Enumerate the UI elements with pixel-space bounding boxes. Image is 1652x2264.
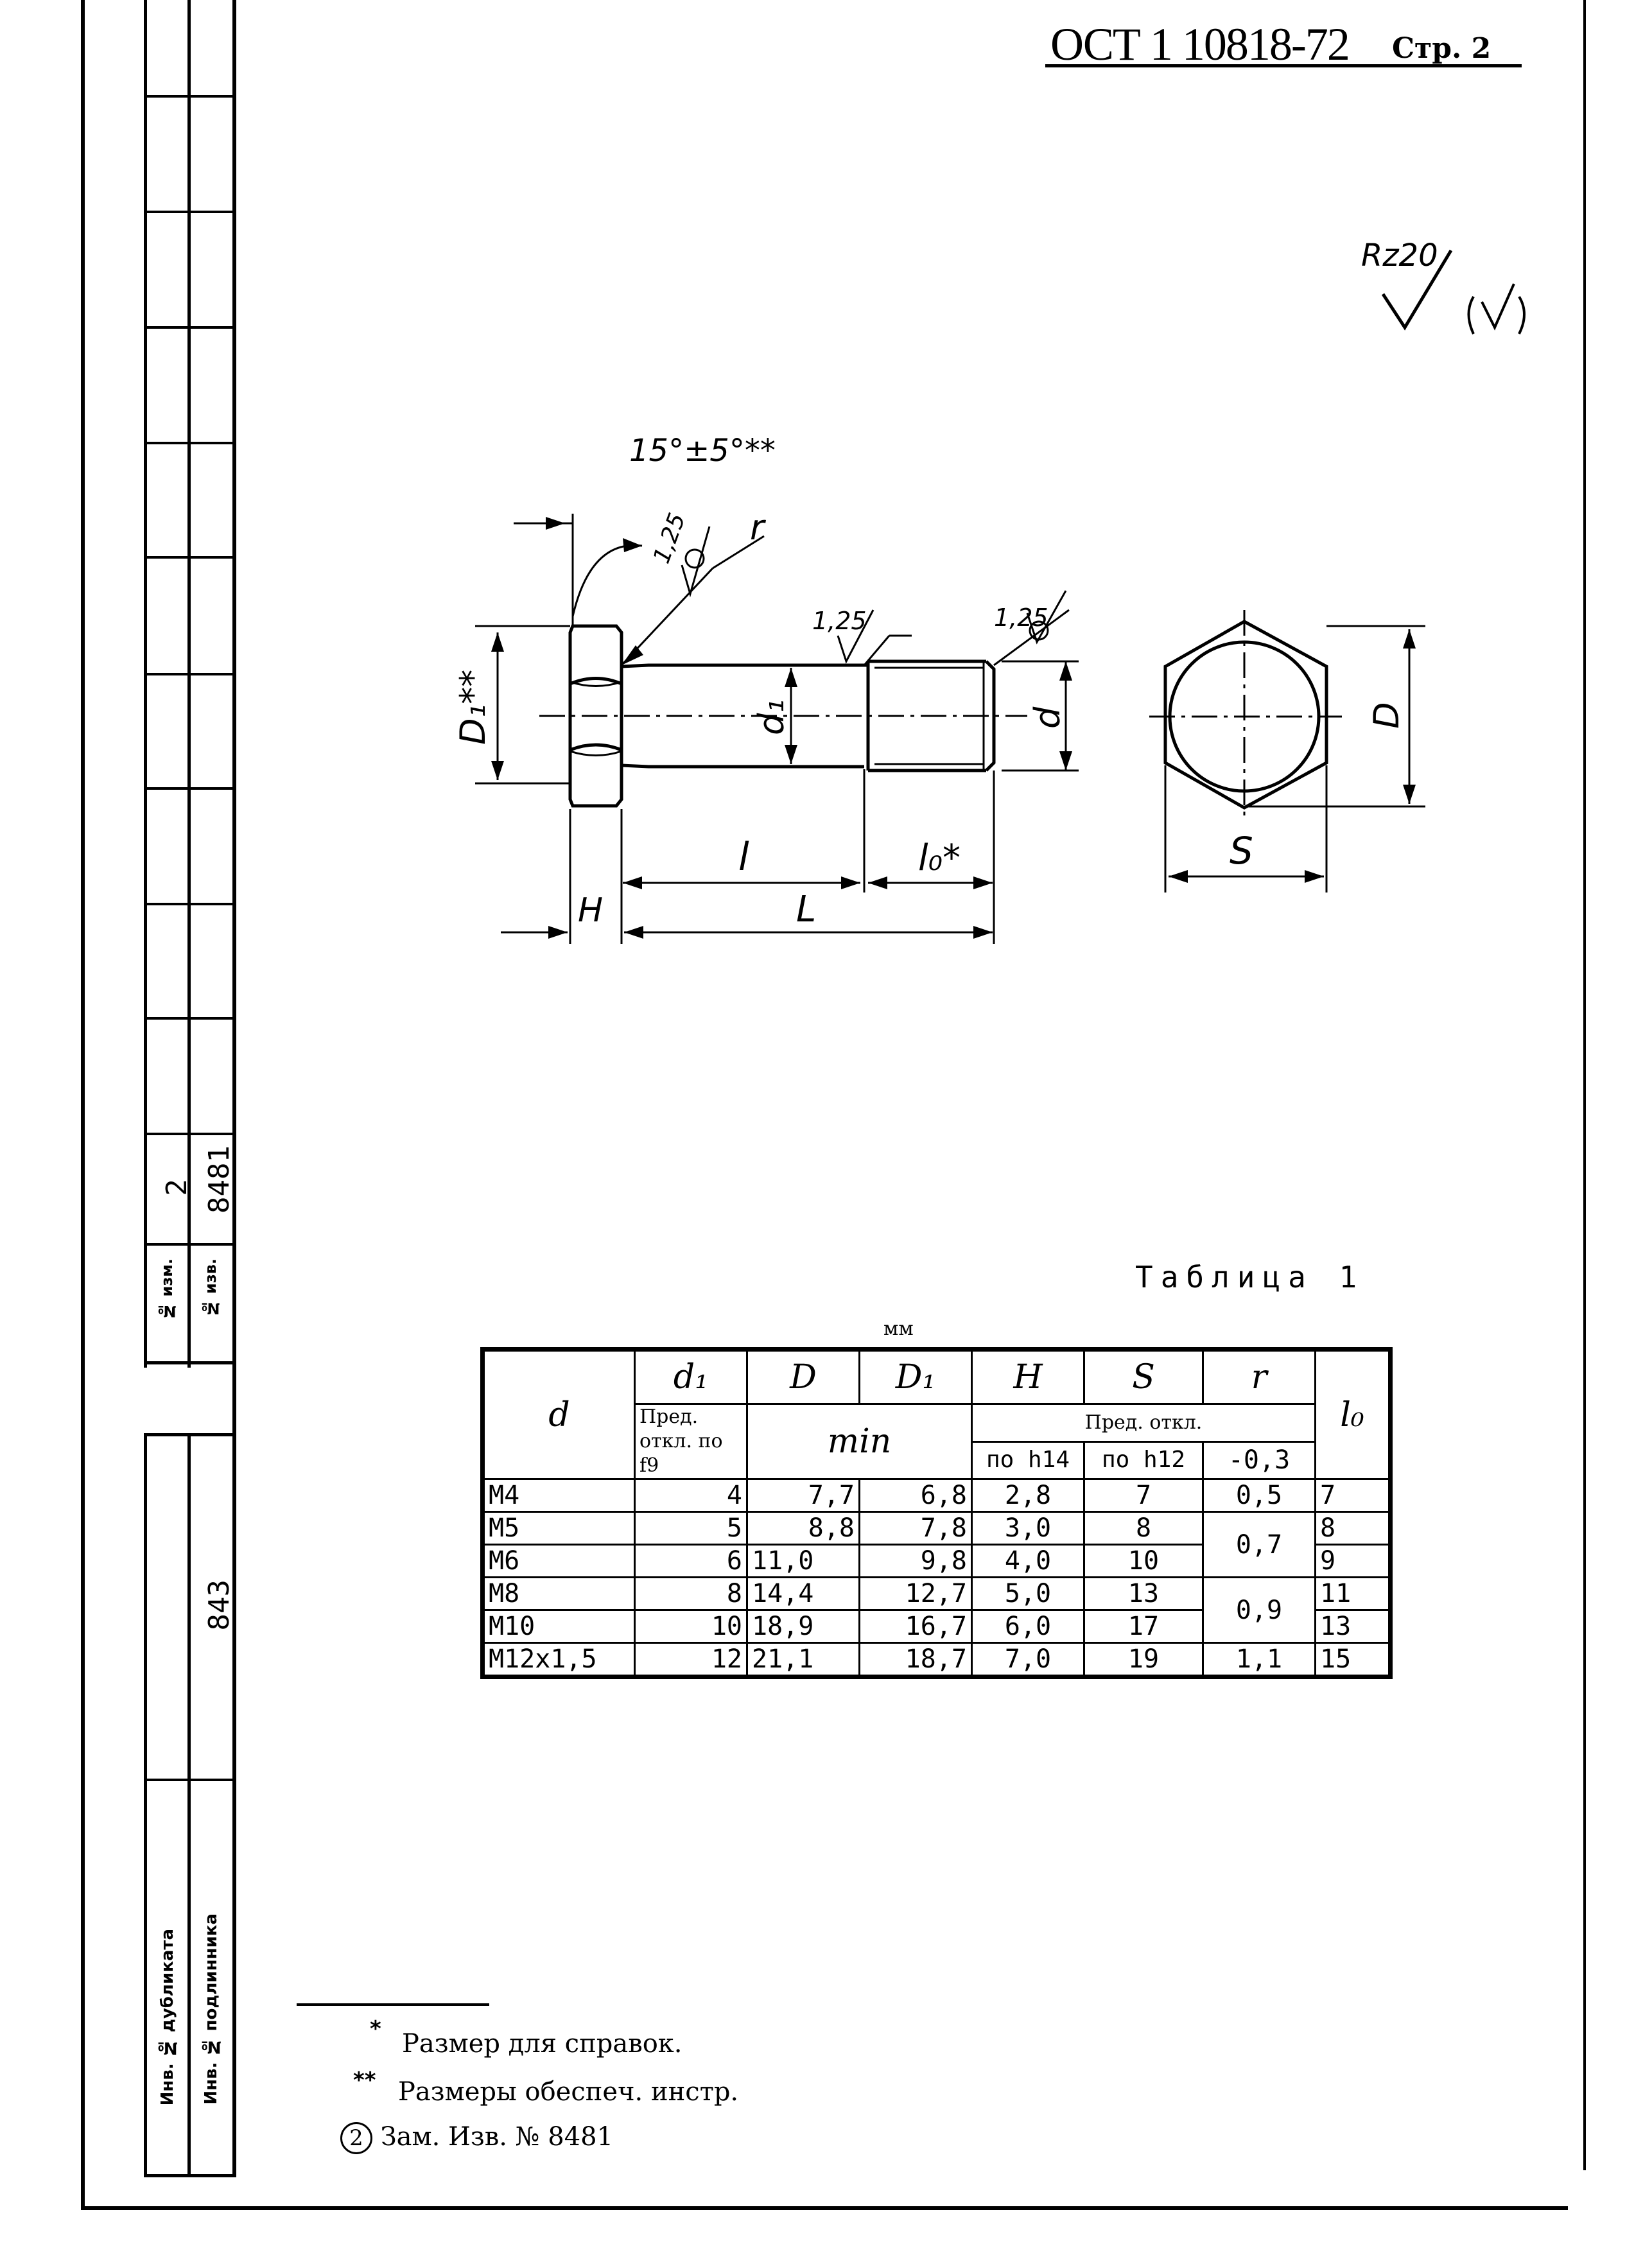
cell-D1: 16,7 <box>860 1610 972 1643</box>
cell-r: 0,5 <box>1203 1479 1316 1512</box>
cell-d: М4 <box>483 1479 635 1512</box>
th-min: min <box>747 1404 972 1479</box>
bolt-drawing <box>0 0 1652 995</box>
dim-D: D <box>1366 702 1407 729</box>
note1-mark: * <box>370 2016 381 2042</box>
dim-125-b: 1,25 <box>812 607 867 635</box>
cell-d: М10 <box>483 1610 635 1643</box>
cell-D: 14,4 <box>747 1578 860 1610</box>
dim-S: S <box>1230 829 1253 873</box>
cell-d1: 8 <box>635 1578 747 1610</box>
dim-d1: d₁ <box>751 699 792 735</box>
cell-S: 7 <box>1084 1479 1203 1512</box>
note-2: Размеры обеспеч. инстр. <box>398 2077 739 2107</box>
cell-r: 0,7 <box>1203 1512 1316 1578</box>
cell-d: М8 <box>483 1578 635 1610</box>
th-D: D <box>747 1350 860 1404</box>
dim-D1: D₁** <box>453 669 493 745</box>
th-H: H <box>972 1350 1084 1404</box>
dim-125-a: 1,25 <box>648 509 691 568</box>
cell-D1: 12,7 <box>860 1578 972 1610</box>
cell-D: 21,1 <box>747 1643 860 1677</box>
th-r: r <box>1203 1350 1316 1404</box>
dim-H: H <box>578 891 604 930</box>
th-d1-tol: Пред. откл. по f9 <box>635 1404 747 1479</box>
table-unit: мм <box>883 1318 914 1340</box>
th-d: d <box>483 1350 635 1479</box>
stamp-lower-col-b <box>187 1433 191 2177</box>
change-text: Зам. Изв. № 8481 <box>380 2122 614 2152</box>
table-row <box>483 1578 1391 1610</box>
th-l0: l₀ <box>1316 1350 1391 1479</box>
cell-S: 13 <box>1084 1578 1203 1610</box>
cell-d1: 5 <box>635 1512 747 1545</box>
change-no-label: № изм. <box>158 1258 176 1320</box>
stamp-row <box>144 1133 234 1135</box>
dim-d: d <box>1027 706 1068 729</box>
cell-d1: 10 <box>635 1610 747 1643</box>
stamp-row <box>144 1017 234 1020</box>
cell-H: 7,0 <box>972 1643 1084 1677</box>
cell-D1: 18,7 <box>860 1643 972 1677</box>
notice-no-label: № изв. <box>202 1258 220 1318</box>
cell-d: М6 <box>483 1545 635 1578</box>
cell-H: 4,0 <box>972 1545 1084 1578</box>
table-header-row <box>483 1350 1391 1404</box>
note2-mark: ** <box>353 2068 376 2093</box>
page-number: Стр. 2 <box>1392 32 1491 65</box>
cell-D1: 7,8 <box>860 1512 972 1545</box>
cell-d1: 12 <box>635 1643 747 1677</box>
cell-D: 11,0 <box>747 1545 860 1578</box>
cell-l0: 7 <box>1316 1479 1391 1512</box>
notice-no-value: 8481 <box>203 1145 236 1214</box>
change-circle-icon: 2 <box>340 2122 372 2154</box>
cell-D1: 6,8 <box>860 1479 972 1512</box>
dim-r: r <box>750 507 765 548</box>
cell-d: М12x1,5 <box>483 1643 635 1677</box>
cell-D: 7,7 <box>747 1479 860 1512</box>
bolt-end-hex <box>1165 622 1326 808</box>
bolt-shank-bottom <box>622 765 864 767</box>
cell-r: 0,9 <box>1203 1578 1316 1643</box>
orig-label: Инв. № подлинника <box>202 1913 221 2105</box>
cell-S: 19 <box>1084 1643 1203 1677</box>
roughness-value: Rz20 <box>1361 238 1438 274</box>
cell-D1: 9,8 <box>860 1545 972 1578</box>
th-pred-otkl: Пред. откл. <box>972 1404 1316 1442</box>
stamp-lower-row <box>144 1779 234 1781</box>
dim-L: L <box>796 889 817 930</box>
cell-l0: 8 <box>1316 1512 1391 1545</box>
notes-separator <box>297 2003 489 2006</box>
dim-l: l <box>738 835 749 880</box>
dim-l0: l₀* <box>918 837 961 879</box>
spec-table <box>480 1347 1393 1679</box>
table-row <box>483 1479 1391 1512</box>
th-d1: d₁ <box>635 1350 747 1404</box>
stamp-row <box>144 1361 234 1364</box>
cell-l0: 15 <box>1316 1643 1391 1677</box>
cell-H: 6,0 <box>972 1610 1084 1643</box>
table-caption: Таблица 1 <box>1135 1260 1365 1294</box>
dim-125-c: 1,25 <box>994 604 1048 632</box>
cell-r: 1,1 <box>1203 1643 1316 1677</box>
note-1: Размер для справок. <box>402 2029 683 2059</box>
cell-D: 8,8 <box>747 1512 860 1545</box>
th-h12: по h12 <box>1084 1441 1203 1479</box>
cell-l0: 13 <box>1316 1610 1391 1643</box>
table-row <box>483 1643 1391 1677</box>
cell-d1: 6 <box>635 1545 747 1578</box>
table-row <box>483 1512 1391 1545</box>
stamp-lower-col-a <box>144 1433 147 2177</box>
dim-angle: 15°±5°** <box>629 433 776 469</box>
cell-l0: 9 <box>1316 1545 1391 1578</box>
cell-H: 3,0 <box>972 1512 1084 1545</box>
change-note <box>340 2122 613 2154</box>
bolt-shank-top <box>622 665 864 666</box>
stamp-row <box>144 1243 234 1246</box>
th-h14: по h14 <box>972 1441 1084 1479</box>
cell-S: 8 <box>1084 1512 1203 1545</box>
inv-value: 843 <box>203 1580 236 1631</box>
dup-label: Инв. № дубликата <box>158 1929 177 2106</box>
standard-number: ОСТ 1 10818-72 <box>1050 19 1349 70</box>
th-r-tol: -0,3 <box>1203 1441 1316 1479</box>
cell-D: 18,9 <box>747 1610 860 1643</box>
cell-S: 10 <box>1084 1545 1203 1578</box>
th-D1: D₁ <box>860 1350 972 1404</box>
cell-d: М5 <box>483 1512 635 1545</box>
cell-l0: 11 <box>1316 1578 1391 1610</box>
cell-S: 17 <box>1084 1610 1203 1643</box>
cell-H: 2,8 <box>972 1479 1084 1512</box>
cell-H: 5,0 <box>972 1578 1084 1610</box>
th-S: S <box>1084 1350 1203 1404</box>
change-no-value: 2 <box>161 1179 193 1196</box>
frame-bottom <box>81 2206 1568 2210</box>
cell-d1: 4 <box>635 1479 747 1512</box>
